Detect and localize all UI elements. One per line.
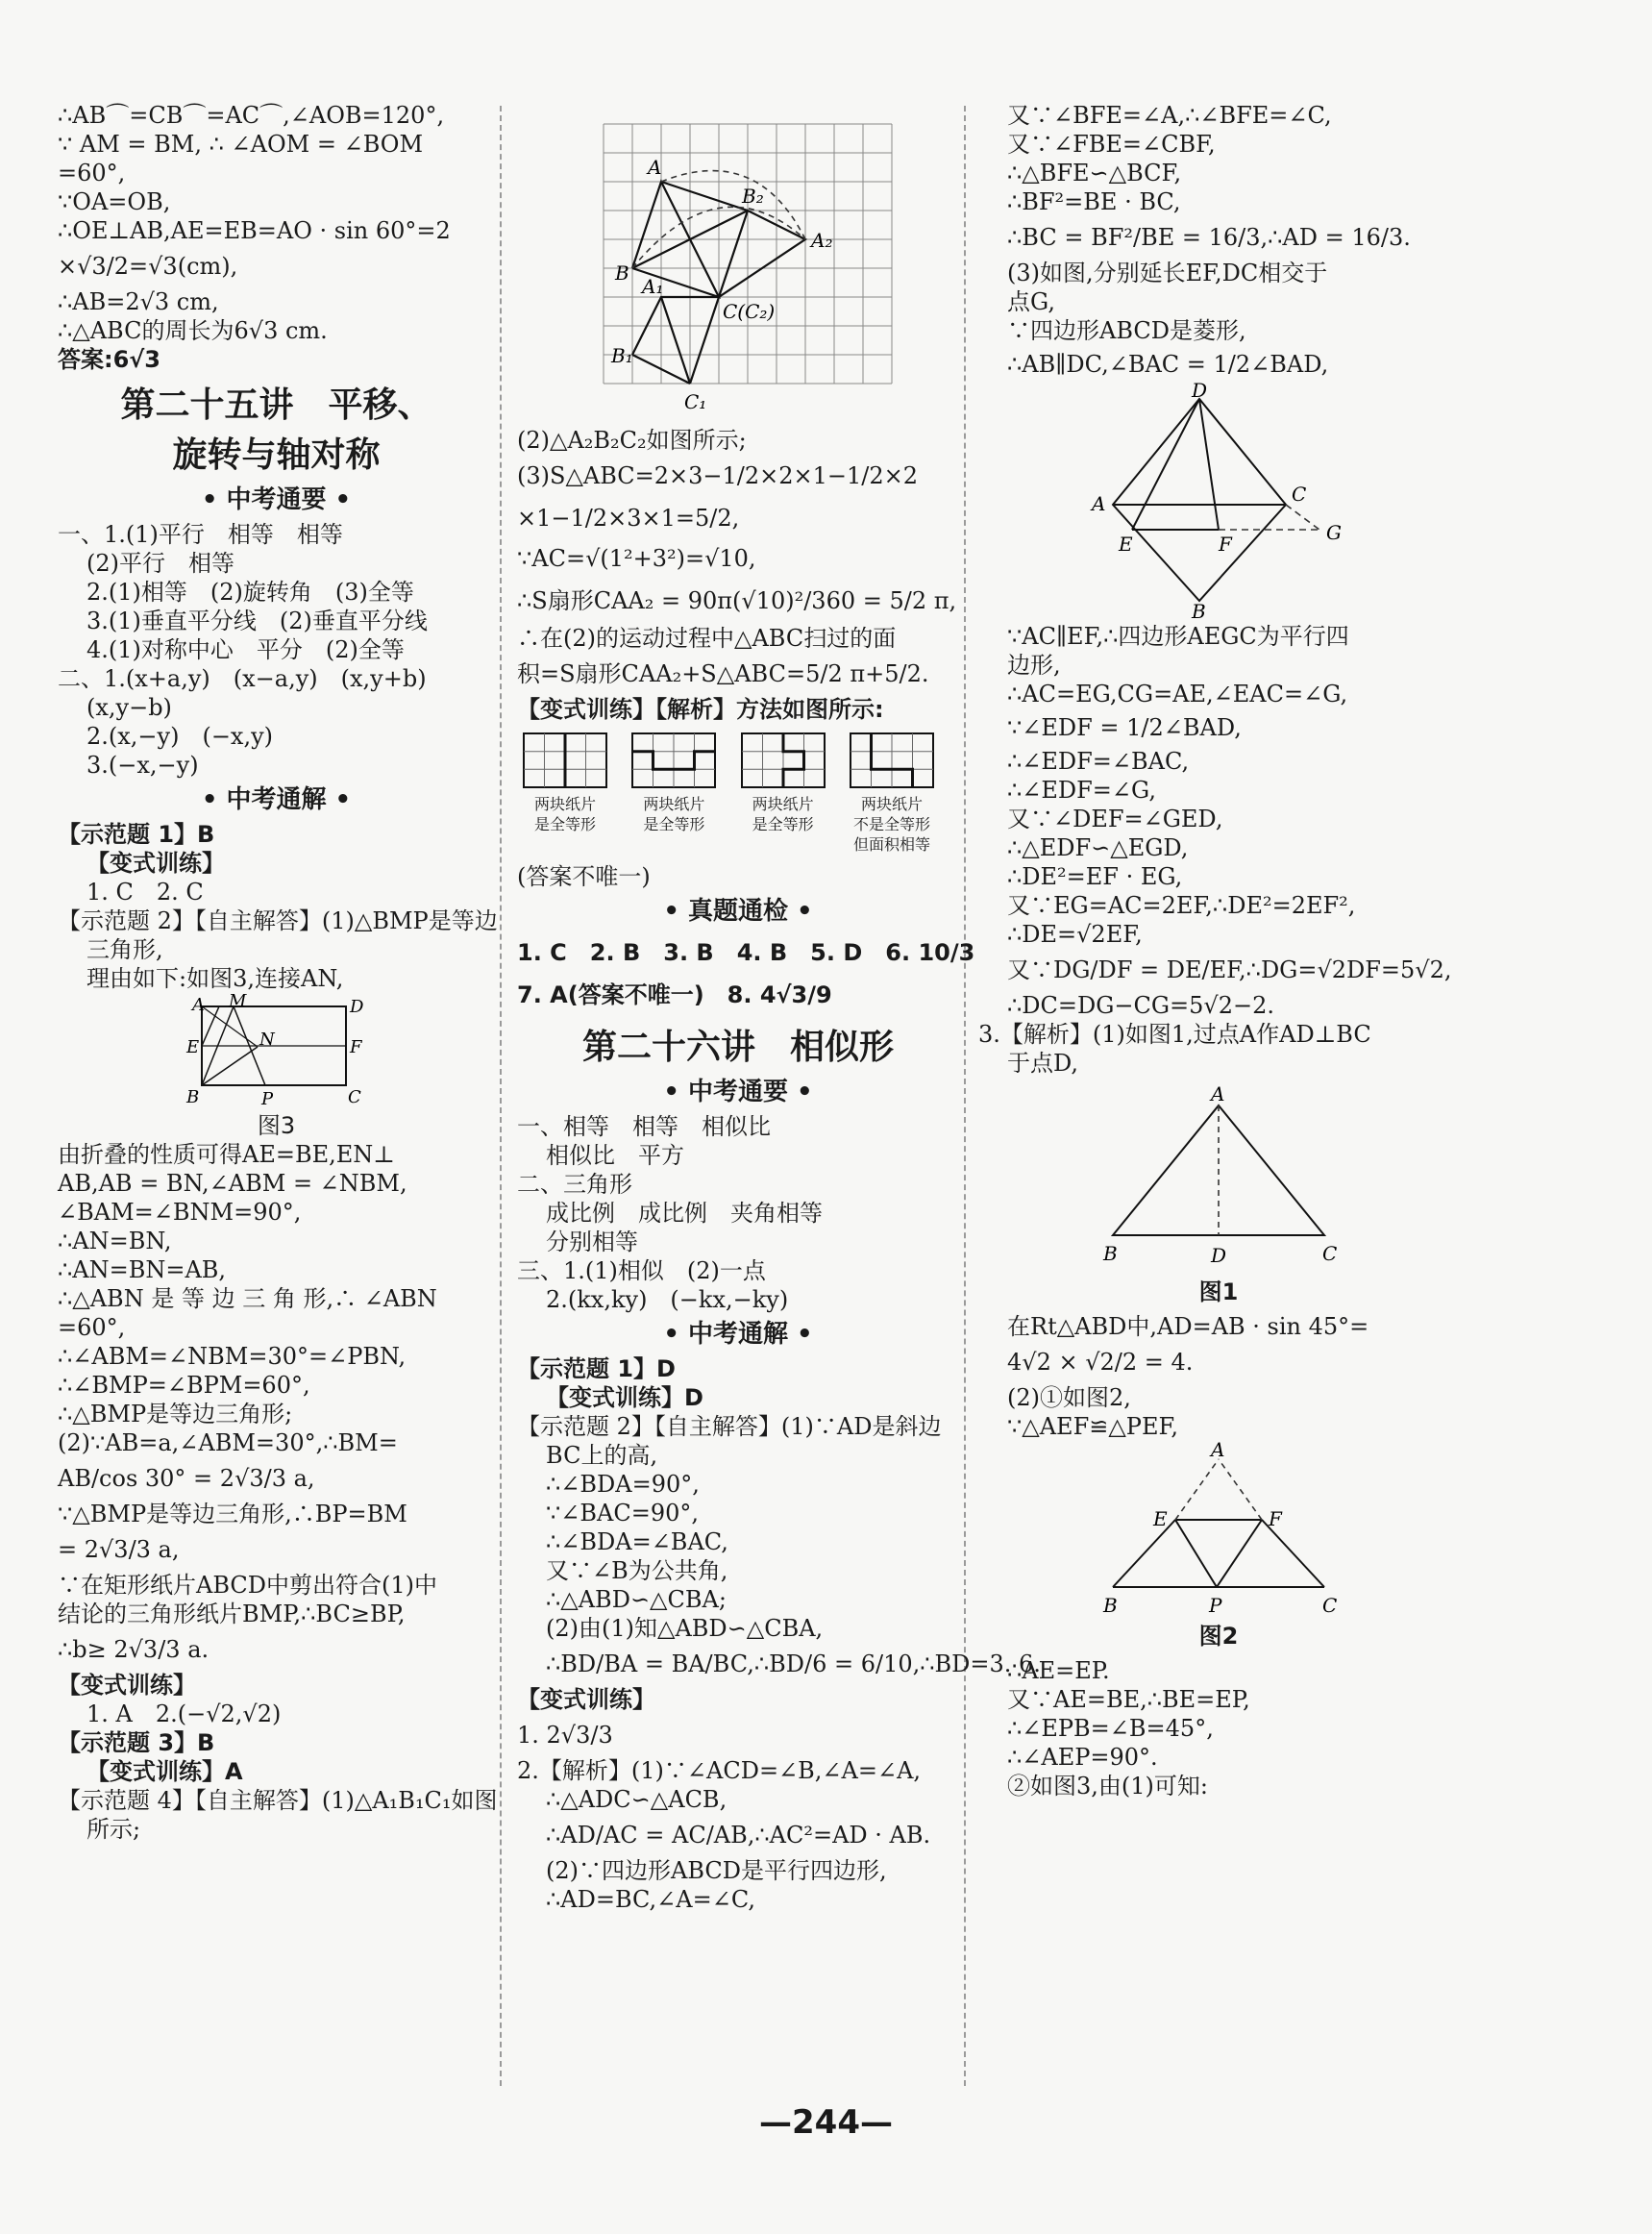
text-line: ∴BD/BA = BA/BC,∴BD/6 = 6/10,∴BD=3. 6. [546, 1651, 1041, 1677]
section-heading: • 中考通要 • [201, 485, 352, 514]
text-line: ∴BF²=BE · BC, [1007, 188, 1181, 215]
rhombus-label: B [1192, 600, 1206, 623]
text-line: ∴S扇形CAA₂ = 90π(√10)²/360 = 5/2 π, [517, 587, 957, 614]
text-line: ∴∠BDA=∠BAC, [546, 1528, 728, 1555]
partition-example [626, 732, 722, 855]
fig2-label: B [1103, 1594, 1118, 1617]
section-heading: • 中考通要 • [663, 1078, 813, 1106]
fig1-label: B [1103, 1242, 1118, 1265]
text-line: ∴AB=2√3 cm, [58, 288, 219, 315]
text-line: 三、1.(1)相似 (2)一点 [517, 1257, 766, 1284]
text-line: 【示范题 1】D [517, 1355, 676, 1382]
text-line: ∵四边形ABCD是菱形, [1007, 317, 1246, 344]
fig2-label: A [1211, 1438, 1225, 1461]
partition-caption: 但面积相等 [852, 835, 930, 854]
text-line: 成比例 成比例 夹角相等 [546, 1200, 823, 1227]
text-line: 【变式训练】D [546, 1384, 703, 1411]
text-line: 由折叠的性质可得AE=BE,EN⊥ [58, 1141, 395, 1168]
text-line: 1. 2√3/3 [517, 1722, 613, 1749]
grid-label: A₂ [811, 229, 833, 252]
grid-rotation-figure [565, 105, 911, 422]
text-line: 1. C 2. B 3. B 4. B 5. D 6. 10/3 [517, 939, 975, 966]
text-line: 又∵EG=AC=2EF,∴DE²=2EF², [1007, 892, 1356, 919]
text-line: ②如图3,由(1)可知: [1007, 1773, 1208, 1800]
text-line: 3.(−x,−y) [86, 752, 199, 779]
figure-caption: 图2 [1198, 1623, 1239, 1650]
text-line: ∴DC=DG−CG=5√2−2. [1007, 992, 1274, 1019]
text-line: 所示; [86, 1816, 141, 1843]
lecture-title: 旋转与轴对称 [172, 435, 381, 475]
fig3-label: A [191, 995, 205, 1015]
partition-example [517, 732, 613, 855]
text-line: 相似比 平方 [546, 1142, 684, 1169]
text-line: 【示范题 1】B [58, 821, 215, 848]
rhombus-label: F [1219, 533, 1232, 556]
figure-caption: 图1 [1198, 1278, 1239, 1305]
text-line: 分别相等 [546, 1229, 638, 1255]
text-line: ∴DE=√2EF, [1007, 921, 1143, 948]
text-line: 4.(1)对称中心 平分 (2)全等 [86, 636, 405, 663]
text-line: 【示范题 2】【自主解答】(1)∵AD是斜边 [517, 1413, 942, 1440]
column-divider [964, 106, 966, 2086]
partition-grid [630, 732, 717, 789]
text-line: ∴OE⊥AB,AE=EB=AO · sin 60°=2 [58, 217, 451, 244]
text-line: ∴b≥ 2√3/3 a. [58, 1636, 210, 1663]
figure-1-triangle [1094, 1081, 1344, 1274]
text-line: 【示范题 2】【自主解答】(1)△BMP是等边 [58, 907, 498, 934]
text-line: 【示范题 3】B [58, 1729, 215, 1756]
text-line: ∵ AM = BM, ∴ ∠AOM = ∠BOM [58, 131, 424, 158]
section-heading: • 真题通检 • [663, 897, 813, 926]
partition-caption: 两块纸片 [643, 795, 705, 813]
text-line: (2)平行 相等 [86, 550, 234, 577]
text-line: 又∵∠FBE=∠CBF, [1007, 131, 1216, 158]
figure-2-fold [1094, 1438, 1344, 1618]
text-line: 于点D, [1007, 1050, 1079, 1077]
text-line: 又∵∠BFE=∠A,∴∠BFE=∠C, [1007, 102, 1332, 129]
text-line: (2)∵AB=a,∠ABM=30°,∴BM= [58, 1429, 398, 1456]
text-line: ∴△BMP是等边三角形; [58, 1401, 293, 1427]
text-line: 【变式训练】 [517, 1686, 655, 1713]
text-line: 边形, [1007, 652, 1061, 679]
text-line: =60°, [58, 160, 126, 186]
text-line: (答案不唯一) [517, 863, 651, 890]
partition-examples [517, 732, 940, 855]
text-line: 理由如下:如图3,连接AN, [86, 965, 344, 992]
column-1 [58, 101, 498, 2096]
fig3-label: E [185, 1037, 199, 1057]
partition-caption: 是全等形 [643, 815, 705, 833]
text-line: ∴在(2)的运动过程中△ABC扫过的面 [517, 625, 897, 652]
partition-caption: 两块纸片 [533, 795, 596, 813]
text-line: (2)①如图2, [1007, 1384, 1131, 1411]
text-line: 2.(kx,ky) (−kx,−ky) [546, 1286, 789, 1313]
grid-label: B₂ [742, 185, 764, 208]
text-line: 一、相等 相等 相似比 [517, 1113, 771, 1140]
text-line: ∵∠EDF = 1/2∠BAD, [1007, 714, 1242, 741]
text-line: 【变式训练】 [86, 850, 225, 877]
text-line: ∵∠BAC=90°, [546, 1500, 699, 1527]
text-line: 1. C 2. C [86, 879, 204, 906]
text-line: ∵△AEF≌△PEF, [1007, 1413, 1179, 1440]
fig3-label: B [185, 1087, 199, 1107]
fig2-label: E [1153, 1507, 1168, 1530]
page-number: —244— [759, 2103, 893, 2142]
text-line: ∴AB⌒=CB⌒=AC⌒,∠AOB=120°, [58, 102, 445, 129]
text-line: (3)如图,分别延长EF,DC相交于 [1007, 260, 1328, 286]
text-line: 又∵DG/DF = DE/EF,∴DG=√2DF=5√2, [1007, 956, 1452, 983]
answer-line: 答案:6√3 [58, 346, 161, 373]
text-line: AB,AB = BN,∠ABM = ∠NBM, [58, 1170, 407, 1197]
grid-label: A [648, 156, 662, 179]
text-line: ∴AC=EG,CG=AE,∠EAC=∠G, [1007, 681, 1348, 707]
text-line: ∴△ABN 是 等 边 三 角 形,∴ ∠ABN [58, 1285, 437, 1312]
text-line: ∴∠EDF=∠G, [1007, 777, 1156, 804]
text-line: ∴BC = BF²/BE = 16/3,∴AD = 16/3. [1007, 224, 1411, 251]
text-line: ∴△ADC∽△ACB, [546, 1786, 727, 1813]
text-line: 2.【解析】(1)∵∠ACD=∠B,∠A=∠A, [517, 1757, 922, 1784]
partition-grid [522, 732, 608, 789]
text-line: (3)S△ABC=2×3−1/2×2×1−1/2×2 [517, 462, 919, 489]
text-line: 二、1.(x+a,y) (x−a,y) (x,y+b) [58, 665, 427, 692]
grid-label: A₁ [642, 275, 664, 298]
text-line: = 2√3/3 a, [58, 1536, 180, 1563]
column-divider [500, 106, 502, 2086]
partition-example [735, 732, 831, 855]
fig1-label: D [1211, 1244, 1227, 1267]
fig1-label: C [1322, 1242, 1338, 1265]
text-line: 在Rt△ABD中,AD=AB · sin 45°= [1007, 1313, 1369, 1340]
text-line: (x,y−b) [86, 694, 172, 721]
partition-example [844, 732, 940, 855]
text-line: 3.(1)垂直平分线 (2)垂直平分线 [86, 608, 428, 634]
partition-grid [849, 732, 935, 789]
text-line: ∴DE²=EF · EG, [1007, 863, 1183, 890]
text-line: 【变式训练】 [58, 1672, 196, 1699]
text-line: BC上的高, [546, 1442, 658, 1469]
fig3-label: P [260, 1089, 273, 1109]
rhombus-figure [1065, 379, 1372, 623]
rhombus-label: C [1292, 483, 1307, 506]
fig1-label: A [1211, 1082, 1225, 1105]
fig3-label: C [347, 1087, 361, 1107]
text-line: 2.(x,−y) (−x,y) [86, 723, 274, 750]
text-line: 又∵AE=BE,∴BE=EP, [1007, 1686, 1250, 1713]
text-line: 4√2 × √2/2 = 4. [1007, 1349, 1194, 1376]
rhombus-label: E [1119, 533, 1133, 556]
text-line: (2)△A₂B₂C₂如图所示; [517, 427, 747, 454]
partition-caption: 两块纸片 [752, 795, 814, 813]
text-line: ∴∠AEP=90°. [1007, 1744, 1158, 1771]
fig2-label: C [1322, 1594, 1338, 1617]
grid-label: C(C₂) [723, 300, 776, 323]
text-line: ∴△ABC的周长为6√3 cm. [58, 317, 328, 344]
partition-grid [740, 732, 826, 789]
text-line: (2)∵四边形ABCD是平行四边形, [546, 1857, 887, 1884]
text-line: ∵AC∥EF,∴四边形AEGC为平行四 [1007, 623, 1349, 650]
text-line: 【变式训练】A [86, 1758, 243, 1785]
fig3-label: F [349, 1037, 361, 1057]
text-line: ∴AN=BN=AB, [58, 1256, 227, 1283]
rhombus-label: A [1092, 492, 1106, 515]
fig3-label: D [349, 997, 363, 1017]
text-line: ∵在矩形纸片ABCD中剪出符合(1)中 [58, 1572, 438, 1599]
text-line: 结论的三角形纸片BMP,∴BC≥BP, [58, 1601, 406, 1627]
text-line: ∴△EDF∽△EGD, [1007, 834, 1189, 861]
text-line: 二、三角形 [517, 1171, 632, 1198]
text-line: ∴∠BMP=∠BPM=60°, [58, 1372, 310, 1399]
text-line: 【变式训练】【解析】方法如图所示: [517, 696, 884, 723]
lecture-title: 第二十六讲 相似形 [581, 1028, 894, 1067]
text-line: 又∵∠DEF=∠GED, [1007, 806, 1223, 832]
column-3 [978, 101, 1459, 2096]
text-line: ∴∠EDF=∠BAC, [1007, 748, 1190, 775]
text-line: 7. A(答案不唯一) 8. 4√3/9 [517, 981, 832, 1008]
text-line: 【示范题 4】【自主解答】(1)△A₁B₁C₁如图 [58, 1787, 498, 1814]
text-line: 一、1.(1)平行 相等 相等 [58, 521, 343, 548]
text-line: 三角形, [86, 936, 163, 963]
text-line: ∵△BMP是等边三角形,∴BP=BM [58, 1501, 407, 1527]
text-line: AB/cos 30° = 2√3/3 a, [58, 1465, 315, 1492]
figure-3-rectangle [181, 991, 373, 1109]
section-heading: • 中考通解 • [663, 1320, 813, 1349]
figure-caption: 图3 [257, 1112, 296, 1139]
text-line: 2.(1)相等 (2)旋转角 (3)全等 [86, 579, 414, 606]
section-heading: • 中考通解 • [201, 785, 352, 814]
grid-label: B [615, 261, 629, 285]
fig2-label: F [1269, 1507, 1282, 1530]
text-line: ∴△BFE∽△BCF, [1007, 160, 1182, 186]
text-line: ∴∠EPB=∠B=45°, [1007, 1715, 1214, 1742]
text-line: ∴∠BDA=90°, [546, 1471, 700, 1498]
fig3-label: M [228, 991, 246, 1011]
lecture-title: 第二十五讲 平移、 [120, 385, 432, 425]
text-line: ∴△ABD∽△CBA; [546, 1586, 727, 1613]
text-line: ∵AC=√(1²+3²)=√10, [517, 545, 756, 572]
text-line: ∴AE=EP. [1007, 1657, 1110, 1684]
text-line: ∴∠ABM=∠NBM=30°=∠PBN, [58, 1343, 407, 1370]
text-line: 1. A 2.(−√2,√2) [86, 1700, 282, 1727]
text-line: ∵OA=OB, [58, 188, 171, 215]
text-line: 点G, [1007, 288, 1055, 315]
text-line: ∴AB∥DC,∠BAC = 1/2∠BAD, [1007, 351, 1329, 378]
text-line: ∴AD=BC,∠A=∠C, [546, 1886, 755, 1913]
text-line: ∴AN=BN, [58, 1228, 172, 1254]
text-line: ∠BAM=∠BNM=90°, [58, 1199, 302, 1226]
text-line: (2)由(1)知△ABD∽△CBA, [546, 1615, 824, 1642]
text-line: ∴AD/AC = AC/AB,∴AC²=AD · AB. [546, 1822, 931, 1849]
text-line: =60°, [58, 1314, 126, 1341]
grid-label: B₁ [611, 344, 633, 367]
text-line: ×1−1/2×3×1=5/2, [517, 505, 740, 532]
partition-caption: 是全等形 [533, 815, 596, 833]
text-line: 又∵∠B为公共角, [546, 1557, 728, 1584]
rhombus-label: G [1326, 521, 1342, 544]
partition-caption: 是全等形 [752, 815, 814, 833]
partition-caption: 不是全等形 [852, 815, 930, 833]
rhombus-label: D [1192, 379, 1208, 402]
fig3-label: N [259, 1030, 275, 1050]
fig2-label: P [1209, 1594, 1222, 1617]
grid-label: C₁ [684, 390, 707, 413]
text-line: 积=S扇形CAA₂+S△ABC=5/2 π+5/2. [517, 660, 929, 687]
partition-caption: 两块纸片 [860, 795, 923, 813]
text-line: ×√3/2=√3(cm), [58, 253, 238, 280]
text-line: 3.【解析】(1)如图1,过点A作AD⊥BC [978, 1021, 1371, 1048]
